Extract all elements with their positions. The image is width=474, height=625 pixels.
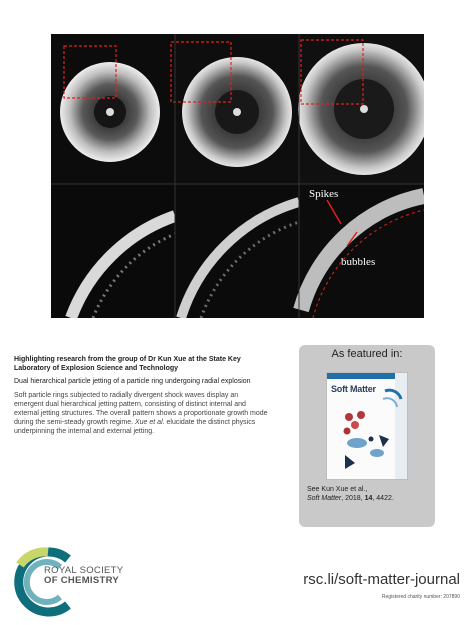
- highlight-title: Highlighting research from the group of Dr Kun Xue at the State Key Laboratory of Explosion Science and Technology: [14, 356, 241, 372]
- featured-reference: [307, 485, 431, 503]
- jetting-figure: [51, 34, 424, 318]
- rsc-wordmark: [44, 566, 123, 586]
- ref-pages: , 4422.: [372, 495, 394, 502]
- featured-box: [299, 345, 435, 527]
- figure-panels: [51, 34, 424, 318]
- zoom-panel-1: [51, 184, 175, 318]
- rsc-line-2: OF CHEMISTRY: [44, 575, 120, 586]
- abstract-text-2: elucidate the distinct physics underpinning the internal and external jetting.: [14, 419, 256, 435]
- ref-line-1: See Kun Xue et al.,: [307, 486, 368, 493]
- ring-panel-1: [51, 34, 175, 184]
- ring-panel-3: [298, 34, 424, 184]
- ring-panel-2: [171, 34, 299, 184]
- zoom-panel-3: [299, 184, 424, 318]
- zoom-panel-2: [175, 184, 299, 318]
- ref-journal: Soft Matter: [307, 495, 342, 502]
- journal-url[interactable]: rsc.li/soft-matter-journal: [303, 571, 460, 588]
- abstract-text-1: Soft particle rings subjected to radially divergent shock waves display an emergent dual hierarchical jetting pattern, consisting of distinct internal and external jetting structures. The overall pattern shows a proportionate growth mode during the semi-steady growth regime.: [14, 392, 268, 426]
- spikes-label: Spikes: [309, 188, 339, 200]
- abstract: [14, 391, 269, 436]
- charity-number: Registered charity number: 207890: [381, 594, 460, 600]
- journal-cover[interactable]: [326, 372, 408, 480]
- article-subtitle: Dual hierarchical particle jetting of a particle ring undergoing radial explosion: [14, 378, 251, 385]
- bubbles-label: bubbles: [341, 256, 376, 268]
- abstract-authors: Xue et al.: [135, 419, 165, 426]
- rsc-line-1: ROYAL SOCIETY: [44, 565, 124, 576]
- ref-year: , 2018,: [341, 495, 365, 502]
- featured-heading: As featured in:: [331, 348, 403, 360]
- ref-volume: 14: [364, 495, 373, 502]
- ref-line-2: [307, 494, 431, 503]
- cover-title: Soft Matter: [331, 384, 376, 394]
- article-text: [14, 355, 269, 436]
